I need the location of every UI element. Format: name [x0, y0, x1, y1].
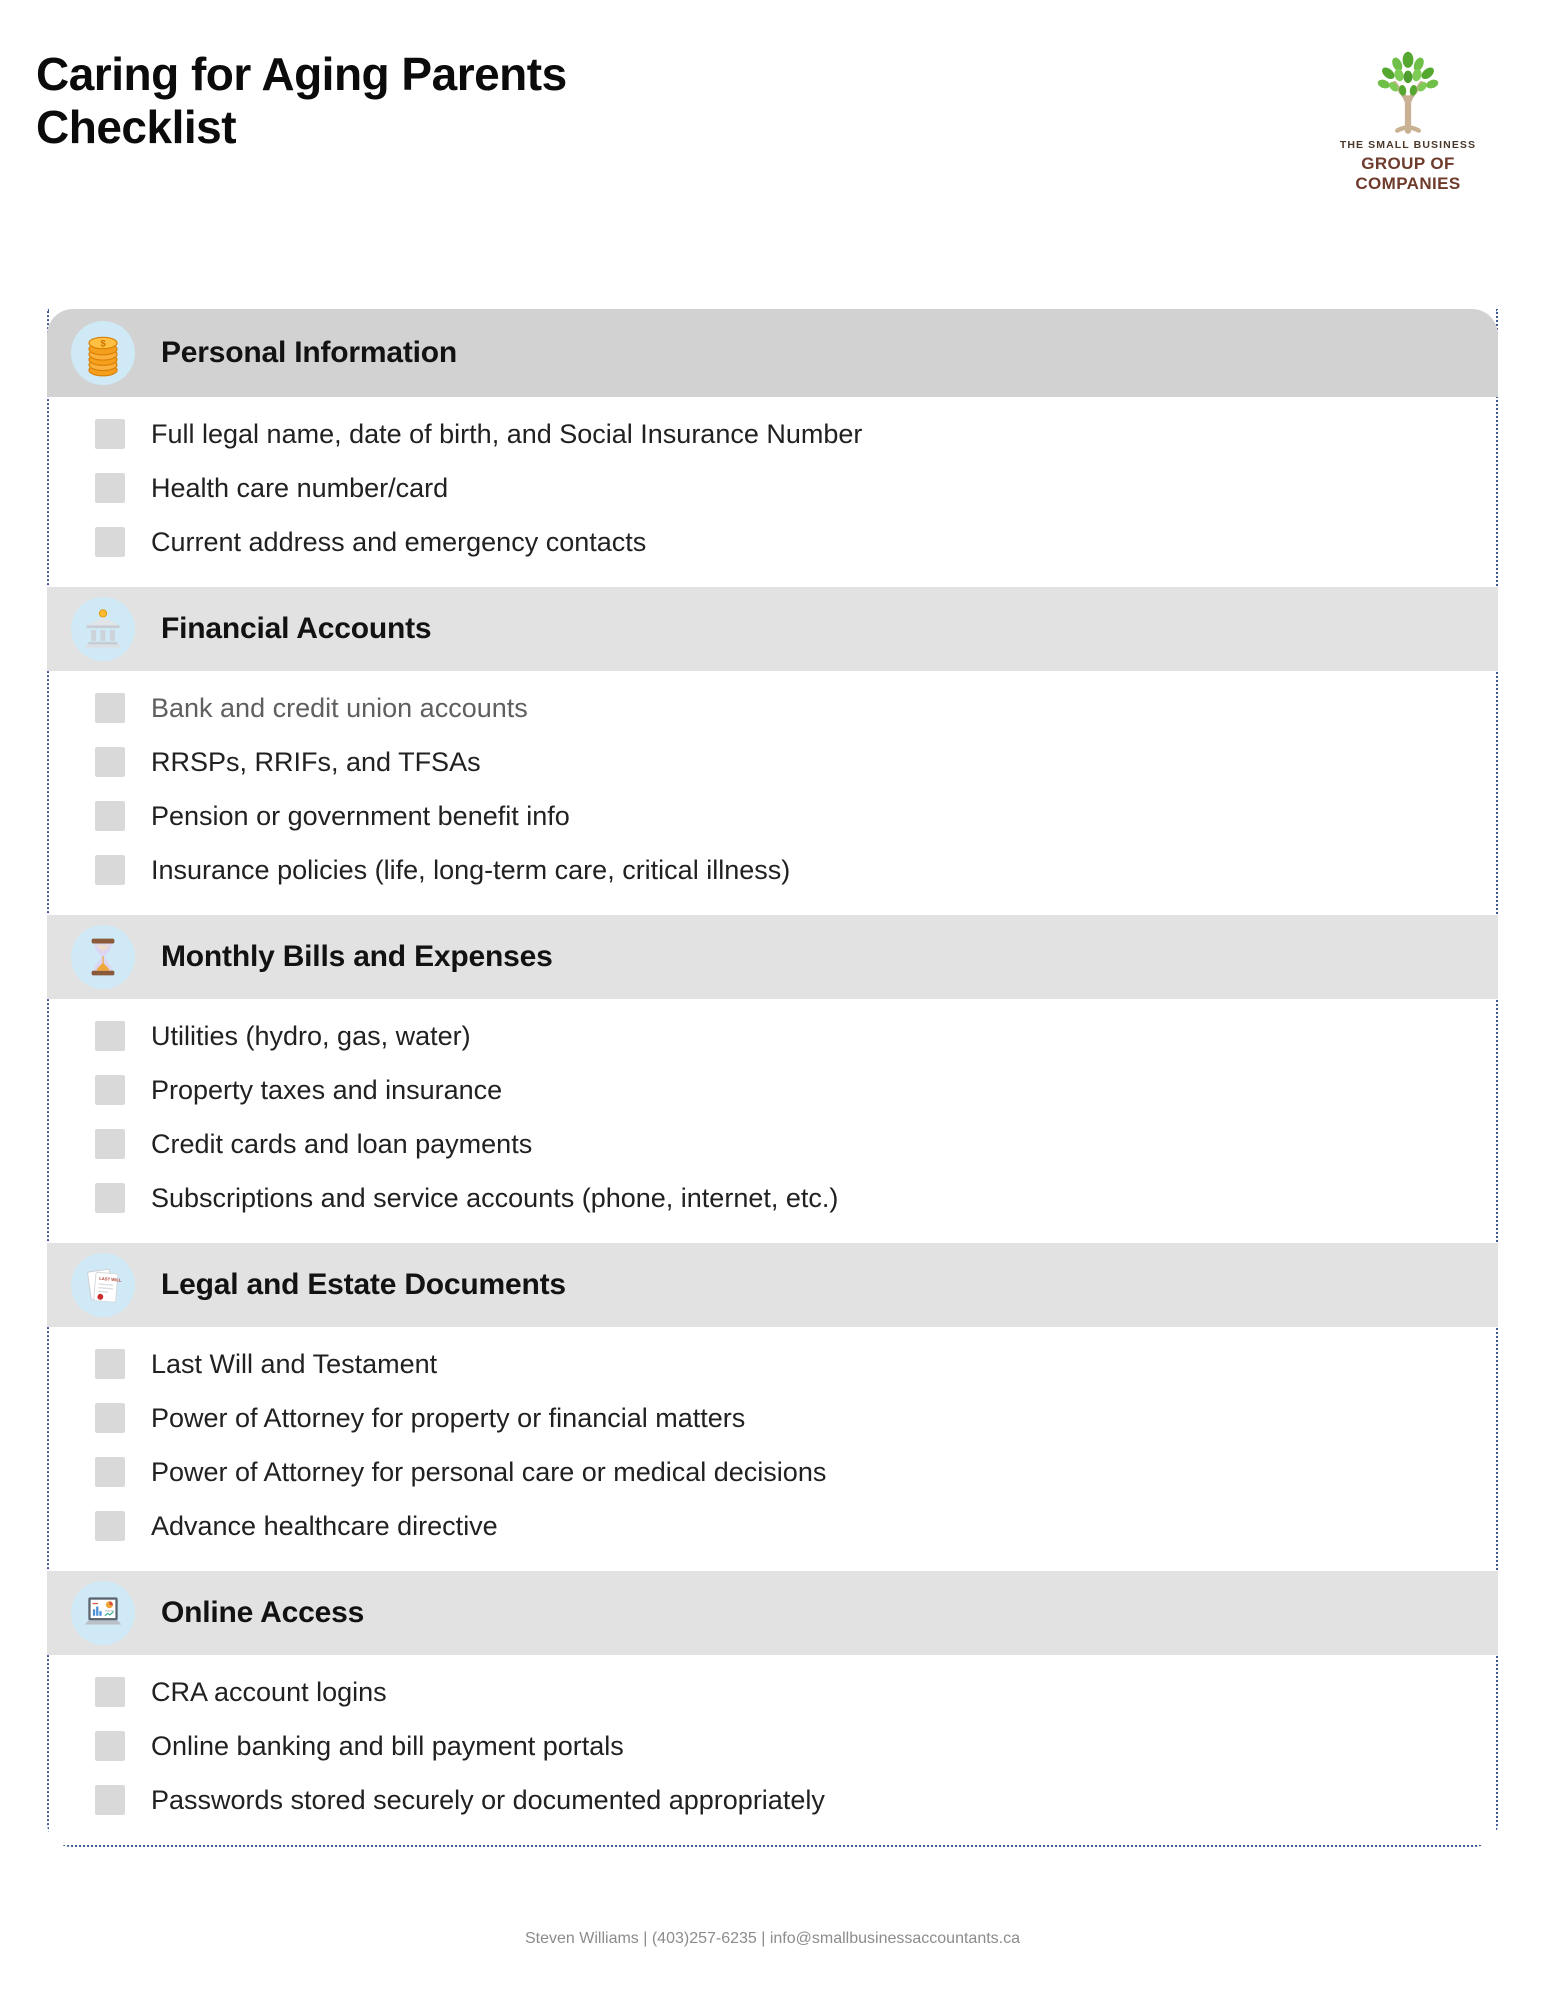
coins-icon — [71, 321, 135, 385]
item-label: Property taxes and insurance — [151, 1074, 503, 1105]
item-label: Online banking and bill payment portals — [151, 1730, 624, 1761]
list-item — [49, 1719, 1496, 1773]
item-label: Bank and credit union accounts — [151, 692, 528, 723]
item-checkbox[interactable] — [95, 419, 125, 449]
list-item — [49, 681, 1496, 735]
tree-icon — [1312, 50, 1504, 136]
section-header-monthly-bills — [47, 915, 1498, 999]
section-items-financial-accounts — [49, 671, 1496, 915]
item-checkbox[interactable] — [95, 1129, 125, 1159]
item-checkbox[interactable] — [95, 801, 125, 831]
list-item — [49, 1063, 1496, 1117]
checklist-box — [47, 309, 1498, 1847]
item-label: Current address and emergency contacts — [151, 526, 647, 557]
footer-contact-info: Steven Williams | (403)257-6235 | info@smallbusinessaccountants.ca — [524, 1930, 1020, 1947]
item-checkbox[interactable] — [95, 1731, 125, 1761]
brand-logo — [1312, 50, 1504, 194]
svg-text:$: $ — [100, 338, 106, 349]
list-item — [49, 735, 1496, 789]
section-title: Financial Accounts — [161, 612, 432, 645]
list-item — [49, 1665, 1496, 1719]
section-header-financial-accounts — [47, 587, 1498, 671]
hourglass-icon — [71, 925, 135, 989]
list-item — [49, 789, 1496, 843]
item-checkbox[interactable] — [95, 1349, 125, 1379]
item-label: Full legal name, date of birth, and Social Insurance Number — [151, 418, 863, 449]
item-label: Power of Attorney for personal care or medical decisions — [151, 1456, 827, 1487]
section-items-monthly-bills — [49, 999, 1496, 1243]
list-item — [49, 1499, 1496, 1553]
list-item — [49, 1117, 1496, 1171]
section-title: Online Access — [161, 1596, 365, 1629]
item-checkbox[interactable] — [95, 1457, 125, 1487]
section-header-personal-information — [47, 309, 1498, 397]
item-label: Power of Attorney for property or financial matters — [151, 1402, 746, 1433]
item-label: Health care number/card — [151, 472, 449, 503]
section-header-legal-estate — [47, 1243, 1498, 1327]
item-label: Advance healthcare directive — [151, 1510, 498, 1541]
section-title: Legal and Estate Documents — [161, 1268, 566, 1301]
item-checkbox[interactable] — [95, 747, 125, 777]
item-checkbox[interactable] — [95, 1785, 125, 1815]
item-checkbox[interactable] — [95, 527, 125, 557]
item-label: Utilities (hydro, gas, water) — [151, 1020, 471, 1051]
item-label: Insurance policies (life, long-term care, critical illness) — [151, 854, 791, 885]
list-item — [49, 1337, 1496, 1391]
item-checkbox[interactable] — [95, 1403, 125, 1433]
item-label: Credit cards and loan payments — [151, 1128, 533, 1159]
brand-name-top: THE SMALL BUSINESS — [1339, 139, 1477, 151]
list-item — [49, 1445, 1496, 1499]
item-label: Pension or government benefit info — [151, 800, 570, 831]
laptop-charts-icon — [71, 1581, 135, 1645]
list-item — [49, 1171, 1496, 1225]
item-label: RRSPs, RRIFs, and TFSAs — [151, 746, 481, 777]
list-item — [49, 843, 1496, 897]
item-checkbox[interactable] — [95, 1021, 125, 1051]
brand-name-bottom: GROUP OF COMPANIES — [1355, 154, 1461, 193]
item-label: Last Will and Testament — [151, 1348, 438, 1379]
item-checkbox[interactable] — [95, 1183, 125, 1213]
list-item — [49, 1391, 1496, 1445]
list-item — [49, 1009, 1496, 1063]
will-document-icon — [71, 1253, 135, 1317]
section-title: Personal Information — [161, 336, 458, 369]
item-label: Passwords stored securely or documented appropriately — [151, 1784, 825, 1815]
section-items-personal-information — [49, 397, 1496, 587]
item-checkbox[interactable] — [95, 1075, 125, 1105]
item-checkbox[interactable] — [95, 855, 125, 885]
list-item — [49, 515, 1496, 569]
bank-icon — [71, 597, 135, 661]
section-items-online-access — [49, 1655, 1496, 1845]
list-item — [49, 407, 1496, 461]
item-checkbox[interactable] — [95, 473, 125, 503]
section-title: Monthly Bills and Expenses — [161, 940, 553, 973]
item-label: Subscriptions and service accounts (phone, internet, etc.) — [151, 1182, 839, 1213]
page-title: Caring for Aging Parents Checklist — [36, 48, 567, 154]
list-item — [49, 461, 1496, 515]
item-checkbox[interactable] — [95, 693, 125, 723]
item-checkbox[interactable] — [95, 1511, 125, 1541]
section-items-legal-estate — [49, 1327, 1496, 1571]
list-item — [49, 1773, 1496, 1827]
svg-text:LAST WILL: LAST WILL — [99, 1275, 122, 1283]
section-header-online-access — [47, 1571, 1498, 1655]
item-checkbox[interactable] — [95, 1677, 125, 1707]
item-label: CRA account logins — [151, 1676, 387, 1707]
